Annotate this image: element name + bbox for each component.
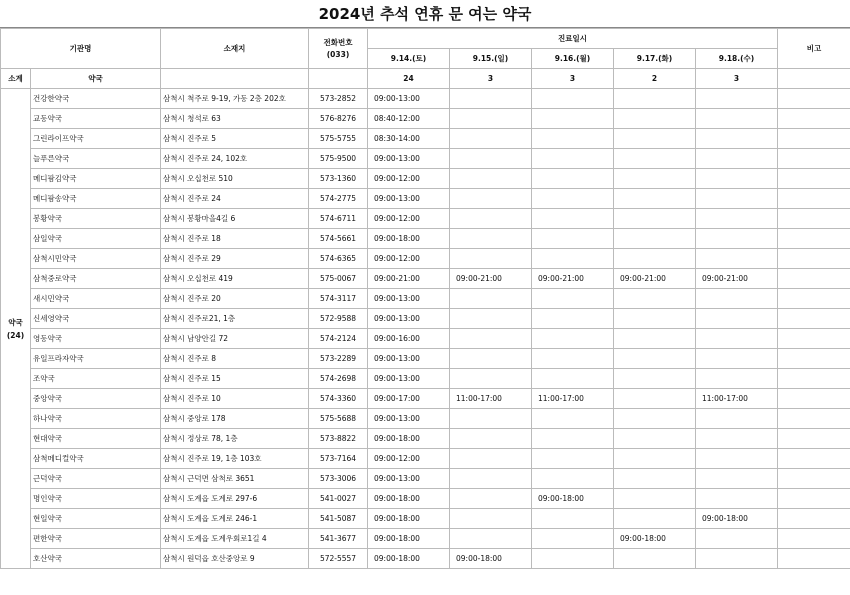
open-hours [450, 189, 532, 209]
pharmacy-address: 삼척시 도계읍 도계우회로1길 4 [161, 529, 309, 549]
table-row [1, 469, 850, 489]
pharmacy-name: 그린라이프약국 [31, 129, 161, 149]
open-hours [532, 369, 614, 389]
pharmacy-address: 삼척시 도계읍 도계로 297-6 [161, 489, 309, 509]
open-hours: 09:00-21:00 [696, 269, 778, 289]
open-hours [532, 549, 614, 569]
remarks-cell [778, 429, 850, 449]
open-hours [450, 249, 532, 269]
open-hours [614, 109, 696, 129]
open-hours: 09:00-18:00 [696, 509, 778, 529]
pharmacy-phone: 573-2289 [309, 349, 368, 369]
table-row [1, 189, 850, 209]
open-hours: 09:00-13:00 [368, 409, 450, 429]
header-schedule: 진료일시 [368, 29, 778, 49]
remarks-cell [778, 269, 850, 289]
pharmacy-address: 삼척시 진주로 15 [161, 369, 309, 389]
table-row [1, 269, 850, 289]
open-hours [532, 469, 614, 489]
pharmacy-phone: 574-2775 [309, 189, 368, 209]
open-hours: 09:00-17:00 [368, 389, 450, 409]
open-hours [532, 529, 614, 549]
open-hours [450, 369, 532, 389]
remarks-cell [778, 369, 850, 389]
remarks-cell [778, 309, 850, 329]
pharmacy-address: 삼척시 정상로 78, 1층 [161, 429, 309, 449]
pharmacy-address: 삼척시 진주로 29 [161, 249, 309, 269]
open-hours [450, 529, 532, 549]
summary-count: 3 [450, 69, 532, 89]
open-hours [614, 369, 696, 389]
table-row [1, 389, 850, 409]
pharmacy-phone: 572-5557 [309, 549, 368, 569]
open-hours [696, 129, 778, 149]
header-phone-label: 전화번호 [323, 37, 353, 47]
pharmacy-address: 삼척시 진주로 8 [161, 349, 309, 369]
open-hours: 09:00-13:00 [368, 189, 450, 209]
open-hours [532, 109, 614, 129]
open-hours: 09:00-21:00 [450, 269, 532, 289]
table-row [1, 509, 850, 529]
open-hours [450, 469, 532, 489]
pharmacy-name: 메디팜김약국 [31, 169, 161, 189]
open-hours [696, 429, 778, 449]
open-hours: 09:00-13:00 [368, 309, 450, 329]
group-label-name: 약국 [8, 317, 23, 327]
summary-category: 약국 [31, 69, 161, 89]
open-hours [614, 249, 696, 269]
header-phone [309, 29, 368, 69]
pharmacy-phone: 575-0067 [309, 269, 368, 289]
open-hours: 08:30-14:00 [368, 129, 450, 149]
group-label [1, 89, 31, 569]
pharmacy-table [0, 28, 850, 569]
pharmacy-phone: 575-9500 [309, 149, 368, 169]
summary-count: 24 [368, 69, 450, 89]
summary-count: 3 [696, 69, 778, 89]
pharmacy-address: 삼척시 진주로 10 [161, 389, 309, 409]
open-hours [614, 209, 696, 229]
table-row [1, 149, 850, 169]
open-hours [614, 229, 696, 249]
summary-label: 소계 [1, 69, 31, 89]
open-hours [450, 89, 532, 109]
remarks-cell [778, 549, 850, 569]
open-hours [696, 349, 778, 369]
remarks-cell [778, 389, 850, 409]
summary-count: 2 [614, 69, 696, 89]
open-hours: 09:00-12:00 [368, 209, 450, 229]
open-hours: 11:00-17:00 [696, 389, 778, 409]
open-hours [450, 169, 532, 189]
header-agency: 기관명 [1, 29, 161, 69]
pharmacy-phone: 541-0027 [309, 489, 368, 509]
pharmacy-name: 메디팜송약국 [31, 189, 161, 209]
pharmacy-name: 중앙약국 [31, 389, 161, 409]
open-hours [696, 549, 778, 569]
pharmacy-name: 건강한약국 [31, 89, 161, 109]
open-hours: 09:00-12:00 [368, 249, 450, 269]
open-hours [696, 329, 778, 349]
remarks-cell [778, 89, 850, 109]
pharmacy-phone: 573-8822 [309, 429, 368, 449]
pharmacy-name: 영동약국 [31, 329, 161, 349]
pharmacy-name: 봉황약국 [31, 209, 161, 229]
pharmacy-name: 삼척중로약국 [31, 269, 161, 289]
open-hours [614, 389, 696, 409]
open-hours [696, 249, 778, 269]
open-hours [532, 189, 614, 209]
table-row [1, 109, 850, 129]
open-hours [614, 89, 696, 109]
pharmacy-phone: 541-5087 [309, 509, 368, 529]
summary-row [1, 69, 850, 89]
header-date: 9.16.(월) [532, 49, 614, 69]
open-hours [696, 289, 778, 309]
pharmacy-address: 삼척시 진주로 20 [161, 289, 309, 309]
open-hours [450, 449, 532, 469]
remarks-cell [778, 349, 850, 369]
remarks-cell [778, 409, 850, 429]
open-hours [532, 409, 614, 429]
table-row [1, 89, 850, 109]
header-address: 소재지 [161, 29, 309, 69]
pharmacy-phone: 574-3117 [309, 289, 368, 309]
open-hours: 09:00-13:00 [368, 469, 450, 489]
open-hours [450, 489, 532, 509]
open-hours [696, 309, 778, 329]
open-hours [532, 329, 614, 349]
table-row [1, 369, 850, 389]
pharmacy-name: 새시민약국 [31, 289, 161, 309]
open-hours [450, 349, 532, 369]
open-hours: 11:00-17:00 [532, 389, 614, 409]
pharmacy-name: 교동약국 [31, 109, 161, 129]
table-row [1, 169, 850, 189]
pharmacy-phone: 572-9588 [309, 309, 368, 329]
open-hours [696, 169, 778, 189]
pharmacy-address: 삼척시 진주로 19, 1층 103호 [161, 449, 309, 469]
remarks-cell [778, 509, 850, 529]
pharmacy-address: 삼척시 중앙로 178 [161, 409, 309, 429]
open-hours [450, 429, 532, 449]
open-hours [696, 229, 778, 249]
header-date: 9.14.(토) [368, 49, 450, 69]
pharmacy-phone: 573-2852 [309, 89, 368, 109]
pharmacy-address: 삼척시 도계읍 도계로 246-1 [161, 509, 309, 529]
pharmacy-name: 하나약국 [31, 409, 161, 429]
open-hours [614, 149, 696, 169]
open-hours [696, 189, 778, 209]
pharmacy-address: 삼척시 척주로 9-19, 가동 2층 202호 [161, 89, 309, 109]
open-hours [696, 109, 778, 129]
open-hours: 09:00-16:00 [368, 329, 450, 349]
remarks-cell [778, 249, 850, 269]
open-hours: 09:00-18:00 [368, 549, 450, 569]
pharmacy-address: 삼척시 진주로 18 [161, 229, 309, 249]
open-hours [614, 309, 696, 329]
open-hours [614, 129, 696, 149]
open-hours [614, 549, 696, 569]
table-row [1, 489, 850, 509]
pharmacy-phone: 576-8276 [309, 109, 368, 129]
table-row [1, 209, 850, 229]
pharmacy-name: 늘푸른약국 [31, 149, 161, 169]
open-hours: 09:00-12:00 [368, 169, 450, 189]
pharmacy-phone: 541-3677 [309, 529, 368, 549]
open-hours: 09:00-13:00 [368, 369, 450, 389]
pharmacy-name: 삼척시민약국 [31, 249, 161, 269]
open-hours [532, 509, 614, 529]
header-date: 9.17.(화) [614, 49, 696, 69]
open-hours: 09:00-13:00 [368, 149, 450, 169]
open-hours [614, 429, 696, 449]
open-hours [614, 449, 696, 469]
table-row [1, 529, 850, 549]
open-hours [532, 429, 614, 449]
remarks-cell [778, 329, 850, 349]
pharmacy-phone: 574-2698 [309, 369, 368, 389]
pharmacy-name: 현대약국 [31, 429, 161, 449]
open-hours [532, 169, 614, 189]
open-hours [532, 149, 614, 169]
header-remarks: 비고 [778, 29, 850, 69]
open-hours [614, 169, 696, 189]
pharmacy-phone: 575-5755 [309, 129, 368, 149]
open-hours [450, 309, 532, 329]
pharmacy-name: 근덕약국 [31, 469, 161, 489]
table-row [1, 229, 850, 249]
group-label-count: (24) [6, 330, 25, 340]
open-hours [532, 249, 614, 269]
pharmacy-phone: 575-5688 [309, 409, 368, 429]
open-hours [696, 209, 778, 229]
remarks-cell [778, 449, 850, 469]
header-phone-area: (033) [326, 49, 350, 59]
open-hours: 09:00-13:00 [368, 349, 450, 369]
remarks-cell [778, 469, 850, 489]
pharmacy-address: 삼척시 오십천로 419 [161, 269, 309, 289]
open-hours [532, 349, 614, 369]
pharmacy-phone: 573-1360 [309, 169, 368, 189]
pharmacy-name: 삼일약국 [31, 229, 161, 249]
table-row [1, 429, 850, 449]
pharmacy-name: 명인약국 [31, 489, 161, 509]
open-hours [532, 229, 614, 249]
open-hours [614, 469, 696, 489]
pharmacy-phone: 574-3360 [309, 389, 368, 409]
open-hours: 09:00-18:00 [368, 489, 450, 509]
summary-count: 3 [532, 69, 614, 89]
pharmacy-phone: 573-3006 [309, 469, 368, 489]
open-hours [450, 329, 532, 349]
open-hours [614, 349, 696, 369]
remarks-cell [778, 209, 850, 229]
open-hours: 09:00-18:00 [450, 549, 532, 569]
pharmacy-address: 삼척시 진주로21, 1층 [161, 309, 309, 329]
open-hours: 09:00-18:00 [368, 429, 450, 449]
pharmacy-phone: 573-7164 [309, 449, 368, 469]
open-hours [450, 289, 532, 309]
pharmacy-address: 삼척시 봉황마을4길 6 [161, 209, 309, 229]
open-hours: 09:00-13:00 [368, 89, 450, 109]
open-hours [614, 189, 696, 209]
table-row [1, 449, 850, 469]
table-row [1, 289, 850, 309]
open-hours [614, 409, 696, 429]
open-hours [532, 129, 614, 149]
open-hours [614, 489, 696, 509]
open-hours: 09:00-12:00 [368, 449, 450, 469]
header-date: 9.18.(수) [696, 49, 778, 69]
open-hours [696, 409, 778, 429]
pharmacy-phone: 574-6365 [309, 249, 368, 269]
open-hours: 09:00-18:00 [368, 229, 450, 249]
remarks-cell [778, 229, 850, 249]
pharmacy-name: 유일프라자약국 [31, 349, 161, 369]
open-hours: 08:40-12:00 [368, 109, 450, 129]
open-hours: 09:00-18:00 [614, 529, 696, 549]
open-hours: 09:00-18:00 [368, 509, 450, 529]
pharmacy-address: 삼척시 오십천로 510 [161, 169, 309, 189]
table-row [1, 549, 850, 569]
remarks-cell [778, 109, 850, 129]
open-hours [450, 229, 532, 249]
open-hours [532, 209, 614, 229]
open-hours [696, 489, 778, 509]
open-hours [450, 149, 532, 169]
remarks-cell [778, 529, 850, 549]
pharmacy-name: 현일약국 [31, 509, 161, 529]
header-date: 9.15.(일) [450, 49, 532, 69]
open-hours: 09:00-13:00 [368, 289, 450, 309]
table-row [1, 349, 850, 369]
remarks-cell [778, 149, 850, 169]
open-hours: 09:00-21:00 [614, 269, 696, 289]
open-hours [450, 129, 532, 149]
open-hours [450, 509, 532, 529]
open-hours [532, 449, 614, 469]
table-row [1, 329, 850, 349]
table-row [1, 309, 850, 329]
open-hours [696, 469, 778, 489]
remarks-cell [778, 169, 850, 189]
open-hours: 09:00-18:00 [368, 529, 450, 549]
open-hours [696, 449, 778, 469]
open-hours [450, 209, 532, 229]
open-hours: 09:00-21:00 [368, 269, 450, 289]
remarks-cell [778, 129, 850, 149]
open-hours [696, 529, 778, 549]
table-row [1, 249, 850, 269]
open-hours [696, 89, 778, 109]
open-hours: 09:00-21:00 [532, 269, 614, 289]
pharmacy-address: 삼척시 근덕면 삼척로 3651 [161, 469, 309, 489]
header-row-1 [1, 29, 850, 49]
open-hours: 09:00-18:00 [532, 489, 614, 509]
pharmacy-address: 삼척시 원덕읍 호산중앙로 9 [161, 549, 309, 569]
pharmacy-address: 삼척시 진주로 5 [161, 129, 309, 149]
open-hours [450, 409, 532, 429]
pharmacy-phone: 574-2124 [309, 329, 368, 349]
pharmacy-name: 신세영약국 [31, 309, 161, 329]
open-hours [696, 369, 778, 389]
remarks-cell [778, 289, 850, 309]
remarks-cell [778, 489, 850, 509]
pharmacy-phone: 574-6711 [309, 209, 368, 229]
open-hours [696, 149, 778, 169]
open-hours [532, 289, 614, 309]
table-row [1, 409, 850, 429]
pharmacy-name: 삼척메디컬약국 [31, 449, 161, 469]
pharmacy-phone: 574-5661 [309, 229, 368, 249]
pharmacy-name: 편한약국 [31, 529, 161, 549]
open-hours [532, 89, 614, 109]
page-title: 2024년 추석 연휴 문 여는 약국 [0, 0, 850, 28]
pharmacy-address: 삼척시 청석로 63 [161, 109, 309, 129]
table-row [1, 129, 850, 149]
open-hours [532, 309, 614, 329]
open-hours [450, 109, 532, 129]
open-hours [614, 329, 696, 349]
remarks-cell [778, 189, 850, 209]
pharmacy-address: 삼척시 남양안길 72 [161, 329, 309, 349]
open-hours [614, 509, 696, 529]
pharmacy-address: 삼척시 진주로 24, 102호 [161, 149, 309, 169]
open-hours [614, 289, 696, 309]
pharmacy-address: 삼척시 진주로 24 [161, 189, 309, 209]
pharmacy-name: 호산약국 [31, 549, 161, 569]
open-hours: 11:00-17:00 [450, 389, 532, 409]
pharmacy-name: 조약국 [31, 369, 161, 389]
